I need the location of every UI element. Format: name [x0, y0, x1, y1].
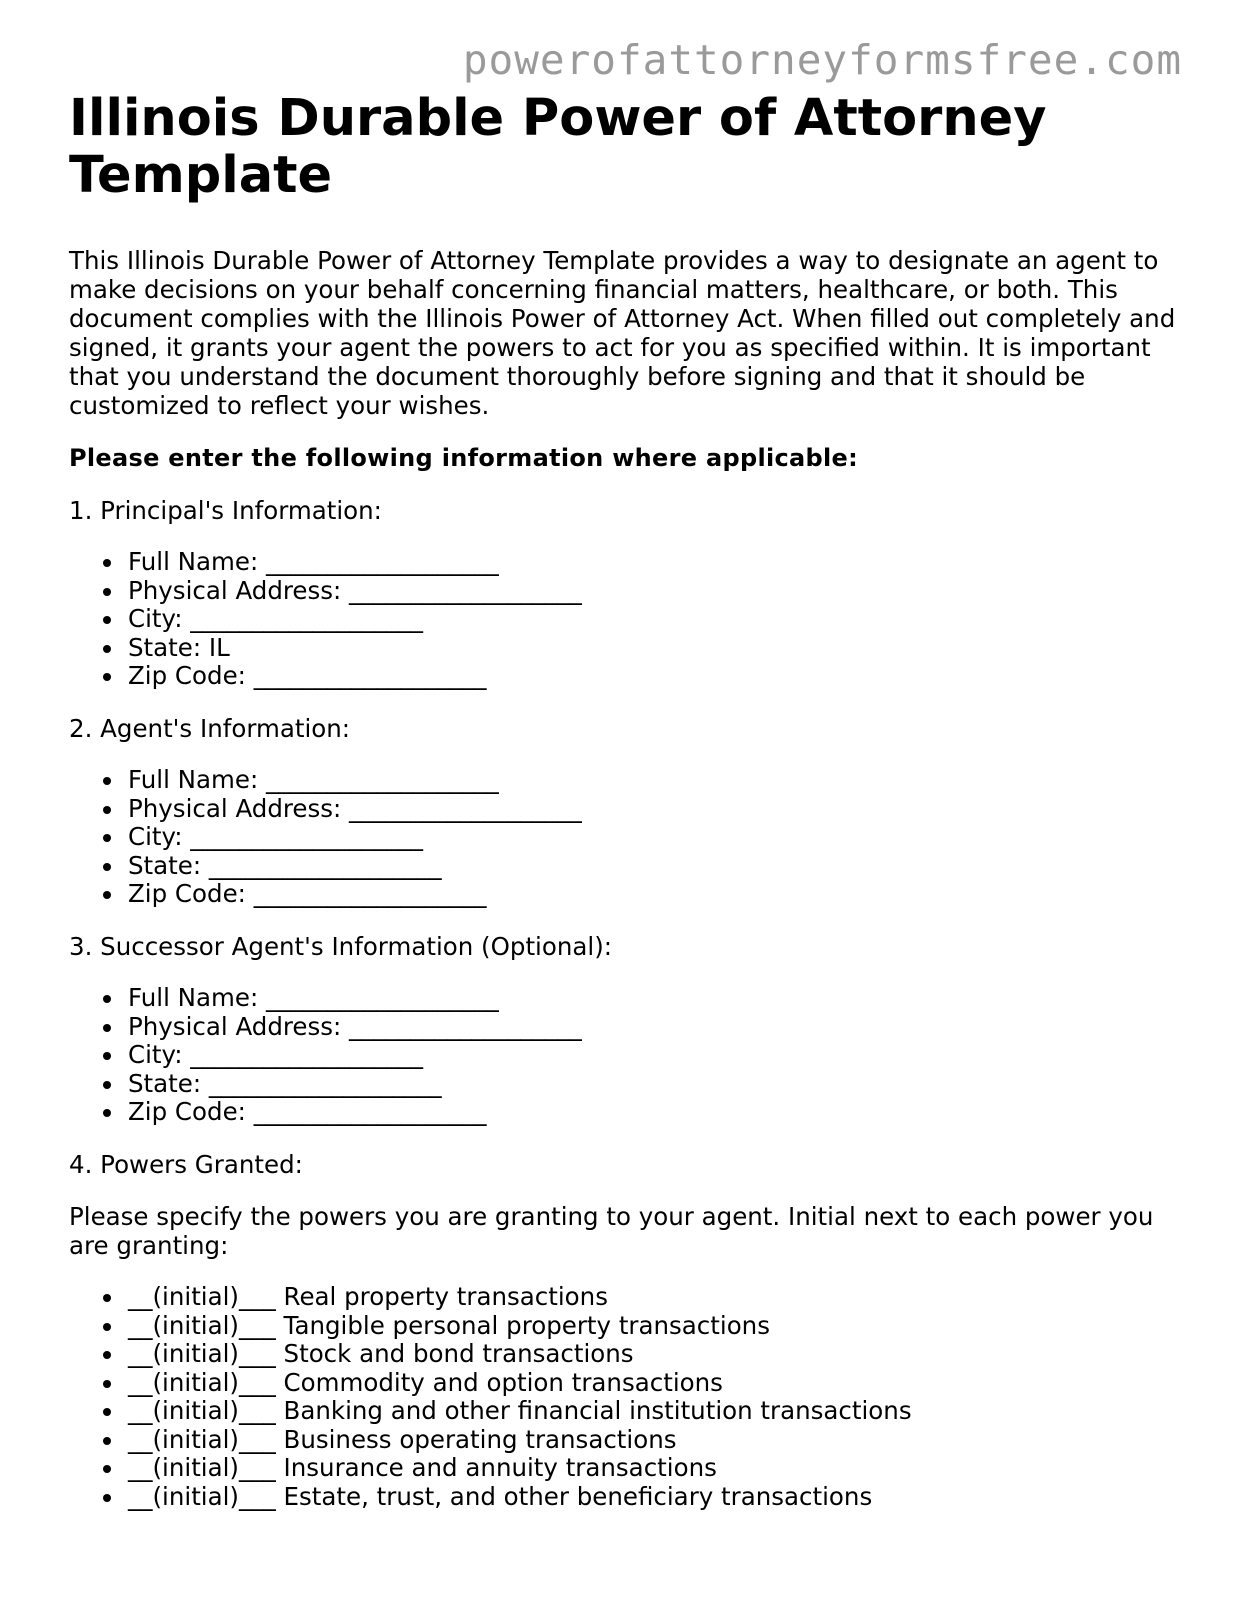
power-item-stock-bond: __(initial)___ Stock and bond transactions	[128, 1340, 1189, 1369]
document-page	[69, 90, 1189, 1512]
site-watermark: powerofattorneyformsfree.com	[462, 36, 1182, 84]
powers-instructions: Please specify the powers you are granting to your agent. Initial next to each power you are granting:	[69, 1201, 1154, 1260]
power-item-commodity-option: __(initial)___ Commodity and option transactions	[128, 1369, 1189, 1398]
power-item-business-operating: __(initial)___ Business operating transactions	[128, 1426, 1189, 1455]
successor-address-field: Physical Address: ___________________	[128, 1013, 1189, 1042]
principal-state-field: State: IL	[128, 634, 1189, 663]
principal-fields-list	[69, 548, 1189, 691]
powers-list	[69, 1283, 1189, 1512]
principal-full-name-field: Full Name: ___________________	[128, 548, 1189, 577]
successor-section-heading: 3. Successor Agent's Information (Optional):	[69, 931, 613, 961]
successor-state-field: State: ___________________	[128, 1070, 1189, 1099]
agent-zip-field: Zip Code: ___________________	[128, 880, 1189, 909]
successor-city-field: City: ___________________	[128, 1041, 1189, 1070]
power-item-tangible-property: __(initial)___ Tangible personal property transactions	[128, 1312, 1189, 1341]
successor-full-name-field: Full Name: ___________________	[128, 984, 1189, 1013]
intro-paragraph: This Illinois Durable Power of Attorney Template provides a way to designate an agent to make decisions on your behalf concerning financial matters, healthcare, or both. This document complies with the Illinois Power of Attorney Act. When filled out completely and signed, it grants your agent the powers to act for you as specified within. It is important that you understand the document thoroughly before signing and that it should be customized to reflect your wishes.	[69, 246, 1176, 420]
agent-city-field: City: ___________________	[128, 823, 1189, 852]
successor-zip-field: Zip Code: ___________________	[128, 1098, 1189, 1127]
agent-address-field: Physical Address: ___________________	[128, 795, 1189, 824]
powers-section-heading: 4. Powers Granted:	[69, 1149, 303, 1179]
power-item-estate-trust: __(initial)___ Estate, trust, and other beneficiary transactions	[128, 1483, 1189, 1512]
document-title: Illinois Durable Power of Attorney Template	[69, 89, 1047, 205]
power-item-banking: __(initial)___ Banking and other financial institution transactions	[128, 1397, 1189, 1426]
principal-zip-field: Zip Code: ___________________	[128, 662, 1189, 691]
agent-full-name-field: Full Name: ___________________	[128, 766, 1189, 795]
agent-section-heading: 2. Agent's Information:	[69, 713, 351, 743]
principal-city-field: City: ___________________	[128, 605, 1189, 634]
instructions-prompt: Please enter the following information where applicable:	[69, 444, 859, 472]
power-item-insurance-annuity: __(initial)___ Insurance and annuity transactions	[128, 1454, 1189, 1483]
power-item-real-property: __(initial)___ Real property transactions	[128, 1283, 1189, 1312]
successor-fields-list	[69, 984, 1189, 1127]
principal-section-heading: 1. Principal's Information:	[69, 496, 382, 525]
principal-address-field: Physical Address: ___________________	[128, 577, 1189, 606]
agent-state-field: State: ___________________	[128, 852, 1189, 881]
agent-fields-list	[69, 766, 1189, 909]
